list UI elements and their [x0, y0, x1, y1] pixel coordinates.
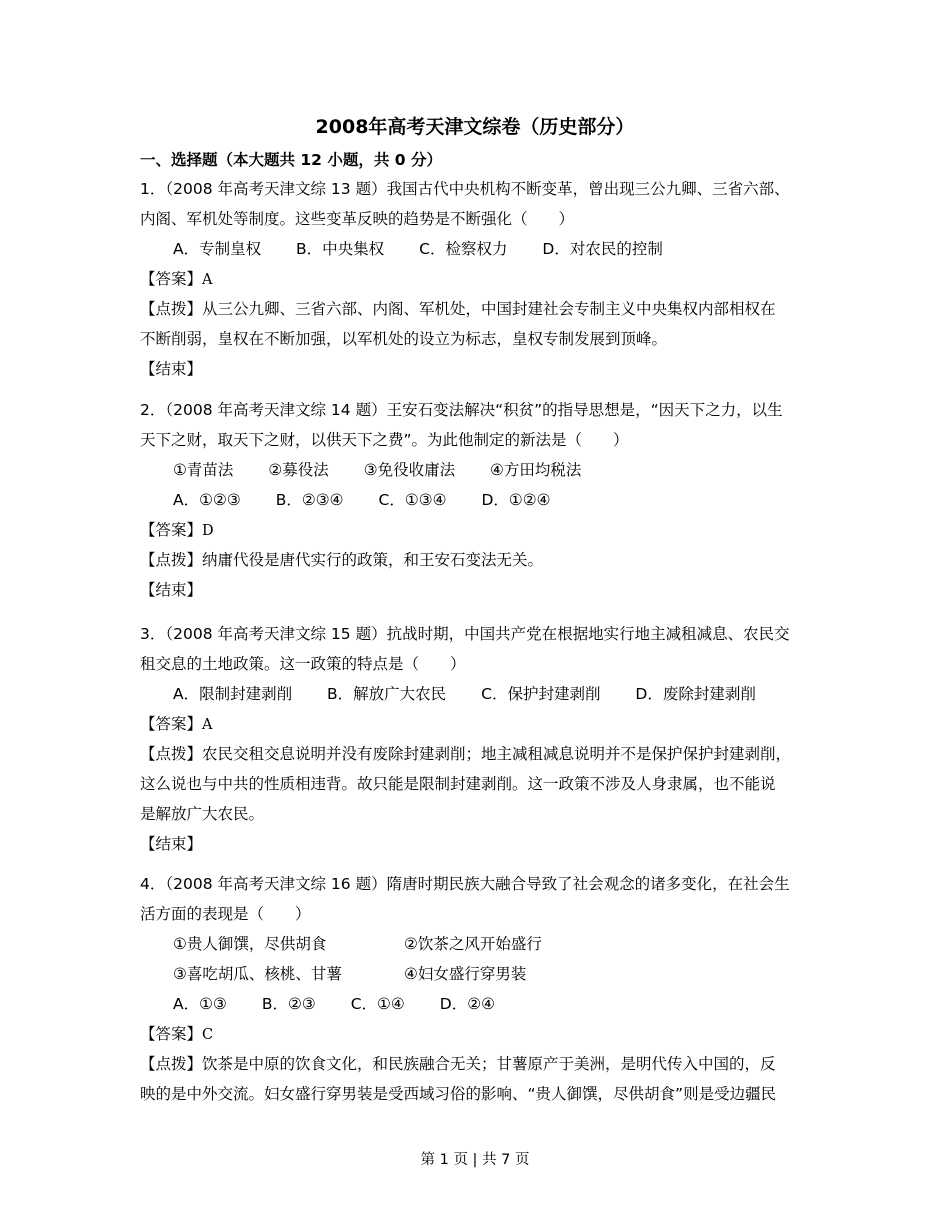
option-b: B．②③ [261, 995, 316, 1013]
answer-value: A [202, 272, 213, 288]
item-1: ①贵人御馔，尽供胡食 [173, 935, 327, 953]
option-d: D．废除封建剥削 [635, 685, 756, 703]
items-row [140, 455, 820, 485]
question-stem-line: 租交息的土地政策。这一政策的特点是（ ） [140, 655, 466, 673]
end-marker: 【结束】 [140, 835, 203, 853]
answer-label: 【答案】 [140, 521, 203, 539]
answer-line [140, 1019, 820, 1049]
question-3 [140, 619, 820, 859]
options-row [140, 679, 820, 709]
option-d: D．①②④ [481, 491, 551, 509]
option-b: B．②③④ [275, 491, 344, 509]
option-c: C．①④ [350, 995, 405, 1013]
answer-value: A [202, 717, 213, 733]
item-3: ③喜吃胡瓜、核桃、甘薯 [173, 965, 342, 983]
question-stem-line: 3．（2008 年高考天津文综 15 题）抗战时期，中国共产党在根据地实行地主减租减息、农民交 [140, 625, 790, 643]
option-d: D．对农民的控制 [542, 240, 663, 258]
items-row [140, 929, 820, 959]
option-c: C．检察权力 [419, 240, 508, 258]
option-a: A．专制皇权 [173, 240, 262, 258]
answer-line [140, 515, 820, 545]
hint-line: 【点拨】饮茶是中原的饮食文化，和民族融合无关；甘薯原产于美洲，是明代传入中国的，反 [140, 1055, 776, 1073]
hint-line: 【点拨】从三公九卿、三省六部、内阁、军机处，中国封建社会专制主义中央集权内部相权在 [140, 300, 776, 318]
section-heading: 一、选择题（本大题共 12 小题，共 0 分） [140, 151, 442, 169]
option-a: A．①②③ [173, 491, 241, 509]
item-1: ①青苗法 [173, 461, 234, 479]
option-d: D．②④ [439, 995, 496, 1013]
question-stem-line: 活方面的表现是（ ） [140, 905, 311, 923]
page-footer: 第 1 页 | 共 7 页 [420, 1152, 530, 1168]
end-marker: 【结束】 [140, 360, 203, 378]
question-stem-line: 1．（2008 年高考天津文综 13 题）我国古代中央机构不断变革，曾出现三公九卿、三省六部、 [140, 180, 790, 198]
answer-line [140, 264, 820, 294]
options-row [140, 485, 820, 515]
question-stem-line: 2．（2008 年高考天津文综 14 题）王安石变法解决“积贫”的指导思想是，“因天下之力，以生 [140, 401, 783, 419]
answer-value: D [202, 523, 214, 539]
items-row [140, 959, 820, 989]
option-c: C．保护封建剥削 [481, 685, 601, 703]
options-row [140, 989, 820, 1019]
answer-line [140, 709, 820, 739]
item-4: ④妇女盛行穿男装 [403, 965, 527, 983]
option-c: C．①③④ [378, 491, 447, 509]
item-4: ④方田均税法 [490, 461, 582, 479]
question-4 [140, 869, 820, 1109]
question-2 [140, 395, 820, 605]
hint-line: 【点拨】农民交租交息说明并没有废除封建剥削；地主减租减息说明并不是保护保护封建剥削， [140, 745, 792, 763]
answer-label: 【答案】 [140, 1025, 203, 1043]
answer-value: C [202, 1027, 214, 1043]
hint-line: 【点拨】纳庸代役是唐代实行的政策，和王安石变法无关。 [140, 551, 544, 569]
item-2: ②募役法 [268, 461, 329, 479]
option-a: A．限制封建剥削 [173, 685, 293, 703]
option-a: A．①③ [173, 995, 227, 1013]
item-2: ②饮茶之风开始盛行 [403, 935, 542, 953]
answer-label: 【答案】 [140, 270, 203, 288]
document-title: 2008年高考天津文综卷（历史部分） [315, 116, 635, 138]
options-row [140, 234, 820, 264]
hint-line: 是解放广大农民。 [140, 805, 265, 823]
option-b: B．解放广大农民 [327, 685, 447, 703]
question-stem-line: 内阁、军机处等制度。这些变革反映的趋势是不断强化（ ） [140, 210, 575, 228]
option-b: B．中央集权 [296, 240, 385, 258]
hint-line: 映的是中外交流。妇女盛行穿男装是受西域习俗的影响、“贵人御馔，尽供胡食”则是受边疆民 [140, 1085, 777, 1103]
answer-label: 【答案】 [140, 715, 203, 733]
end-marker: 【结束】 [140, 581, 203, 599]
question-stem-line: 天下之财，取天下之财，以供天下之费”。为此他制定的新法是（ ） [140, 431, 629, 449]
item-3: ③免役收庸法 [363, 461, 456, 479]
hint-line: 这么说也与中共的性质相违背。故只能是限制封建剥削。这一政策不涉及人身隶属，也不能说 [140, 775, 776, 793]
question-stem-line: 4．（2008 年高考天津文综 16 题）隋唐时期民族大融合导致了社会观念的诸多变化，在社会生 [140, 875, 790, 893]
question-1 [140, 174, 820, 384]
hint-line: 不断削弱，皇权在不断加强，以军机处的设立为标志，皇权专制发展到顶峰。 [140, 330, 668, 348]
